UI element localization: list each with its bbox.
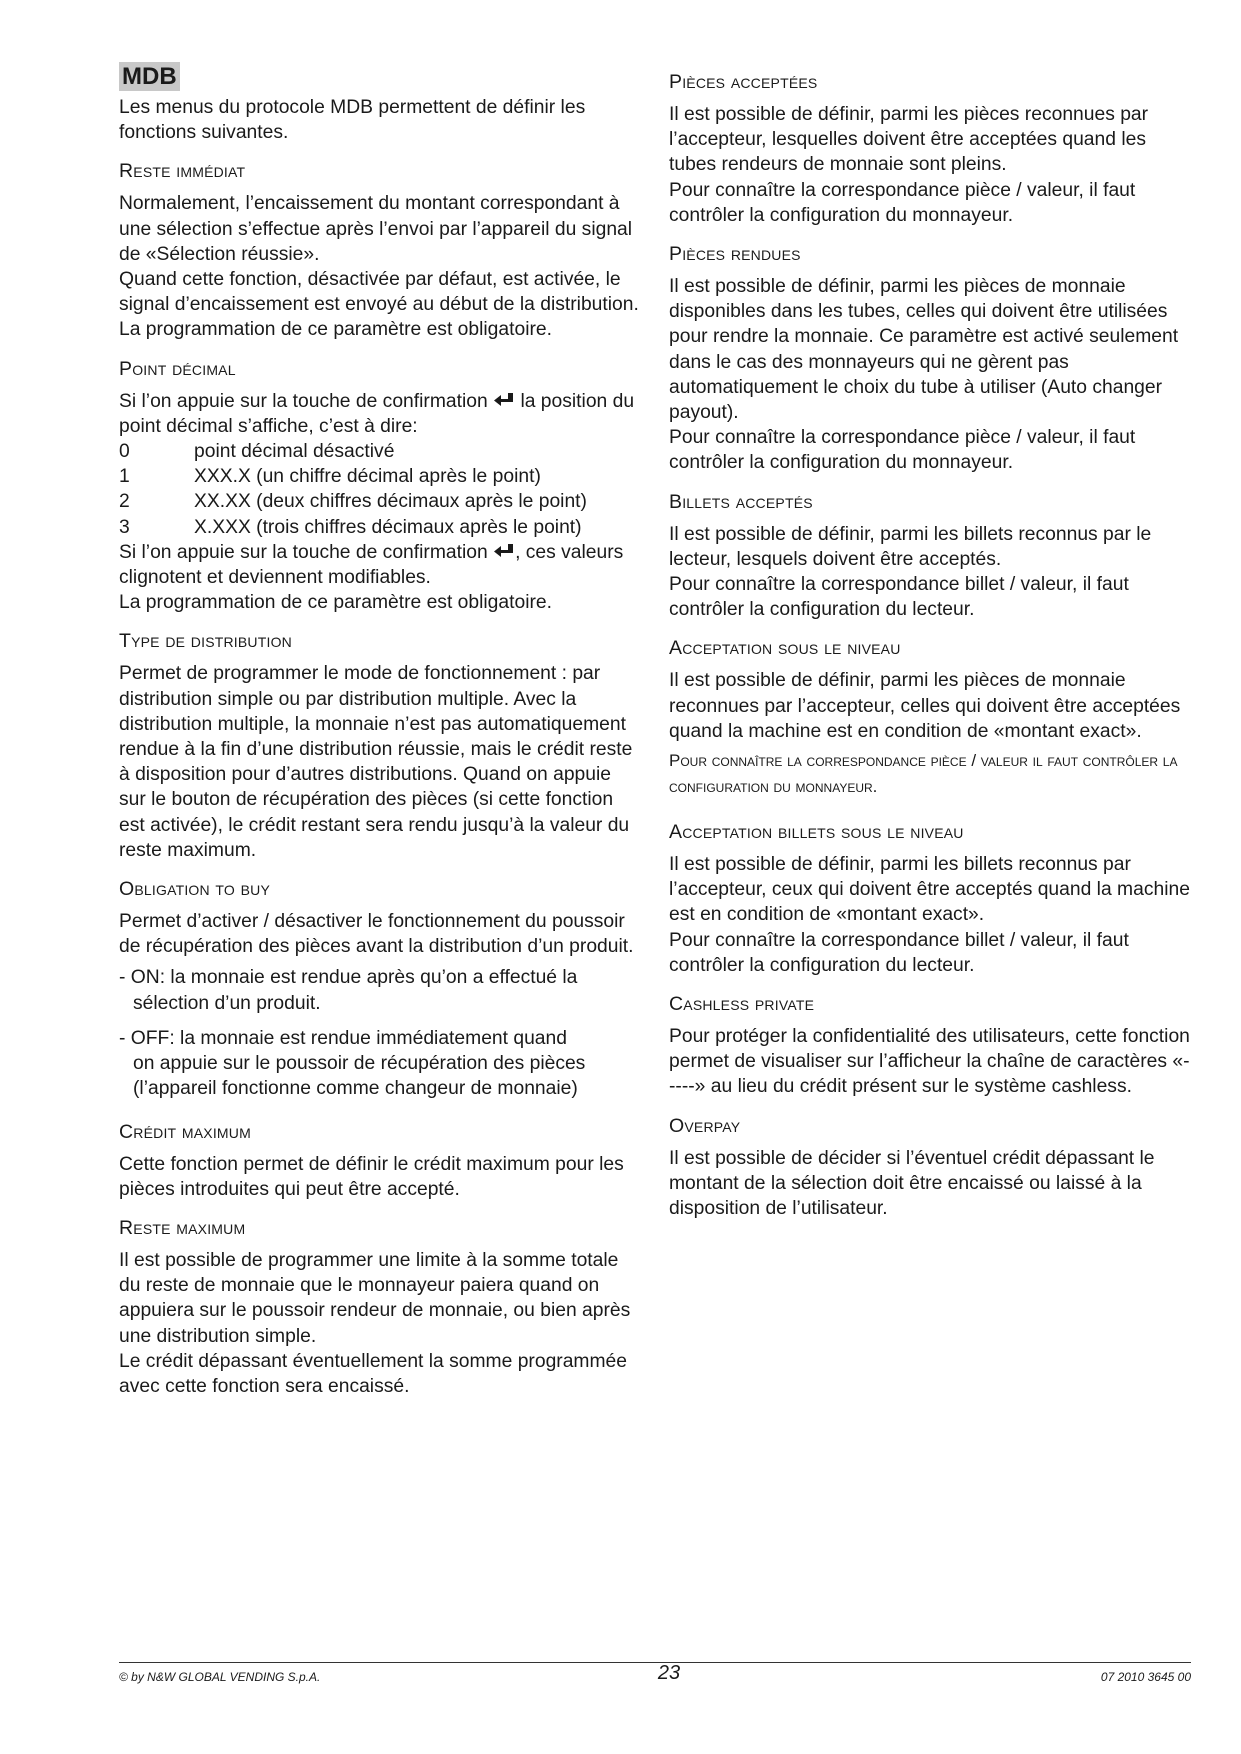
reste-immediat-text-2: Quand cette fonction, désactivée par défaut, est activée, le signal d’encaissement est envoyé au début de la distribution. La programmation de ce paramètre est obligatoire. [119,269,639,341]
obligation-text: Permet d’activer / désactiver le fonctionnement du poussoir de récupération des pièces avant la distribution d’un produit. [119,911,634,958]
list-item: 0 point décimal désactivé [119,441,395,463]
reste-maximum-text-2: Le crédit dépassant éventuellement la somme programmée avec cette fonction sera encaissé. [119,1350,628,1397]
heading-billets-acceptes: Billets acceptés [669,490,813,513]
reste-maximum-text-1: Il est possible de programmer une limite à la somme totale du reste de monnaie que le monnayeur paiera quand on appuiera sur le poussoir rendeur de monnaie, ou bien après une distribution simple. [119,1249,631,1347]
list-item: 1 XXX.X (un chiffre décimal après le point) [119,466,541,488]
pieces-acceptees-text-1: Il est possible de définir, parmi les pièces reconnues par l’accepteur, lesquelles doivent être acceptées quand les tubes rendeurs de monnaie sont pleins. [669,104,1149,176]
section-title-mdb: MDB [119,62,180,91]
type-distribution-text: Permet de programmer le mode de fonctionnement : par distribution simple ou par distribution multiple. Avec la distribution multiple, la monnaie n’est pas automatiquement rendue à la fin d’une distribution réussie, mais le crédit reste à disposition pour d’autres distributions. Quand on appuie sur le bouton de récupération des pièces (si cette fonction est activée), le crédit restant sera rendu jusqu’à la valeur du reste maximum. [119,663,633,861]
footer-copyright: © by N&W GLOBAL VENDING S.p.A. [119,1670,321,1684]
billets-acceptes-text-1: Il est possible de définir, parmi les billets reconnus par le lecteur, lesquels doivent être acceptés. [669,523,1152,570]
decimal-options-list [119,439,639,540]
list-item: 3 X.XXX (trois chiffres décimaux après le point) [119,516,582,538]
heading-acceptation-sous-niveau: Acceptation sous le niveau [669,637,901,660]
heading-reste-maximum: Reste maximum [119,1216,246,1239]
acceptation-billets-text-1: Il est possible de définir, parmi les billets reconnus par l’accepteur, ceux qui doivent être acceptés quand la machine est en condition de «montant exact». [669,854,1190,926]
heading-reste-immediat: Reste immédiat [119,160,246,183]
list-item: 2 XX.XX (deux chiffres décimaux après le point) [119,491,587,513]
pieces-acceptees-text-2: Pour connaître la correspondance pièce / valeur, il faut contrôler la configuration du monnayeur. [669,179,1136,226]
list-item-off: - OFF: la monnaie est rendue immédiatement quand on appuie sur le poussoir de récupération des pièces (l’appareil fonctionne comme changeur de monnaie) [119,1027,586,1100]
heading-acceptation-billets: Acceptation billets sous le niveau [669,821,964,844]
page-number: 23 [657,1662,681,1684]
credit-maximum-text: Cette fonction permet de définir le crédit maximum pour les pièces introduites qui peut être accepté. [119,1153,624,1200]
heading-obligation-to-buy: Obligation to buy [119,878,271,901]
right-column [669,62,1191,1221]
left-column [119,62,639,1399]
point-decimal-intro: Si l’on appuie sur la touche de confirmation la position du point décimal s’affiche, c’est à dire: [119,390,635,437]
list-item-on: - ON: la monnaie est rendue après qu’on a effectué la sélection d’un produit. [119,967,578,1014]
heading-overpay: Overpay [669,1114,741,1137]
cashless-private-text: Pour protéger la confidentialité des utilisateurs, cette fonction permet de visualiser sur l’afficheur la chaîne de caractères «-----» au lieu du crédit présent sur le système cashless. [669,1026,1190,1098]
heading-cashless-private: Cashless private [669,993,815,1016]
pieces-rendues-text-1: Il est possible de définir, parmi les pièces de monnaie disponibles dans les tubes, celles qui doivent être utilisées pour rendre la monnaie. Ce paramètre est activé seulement dans le cas des monnayeurs qui ne gèrent pas automatiquement le choix du tube à utiliser (Auto changer payout). [669,276,1179,424]
heading-pieces-rendues: Pièces rendues [669,243,801,266]
acceptation-niveau-text: Il est possible de définir, parmi les pièces de monnaie reconnues par l’accepteur, celles qui doivent être acceptées quand la machine est en condition de «montant exact». [669,670,1181,742]
overpay-text: Il est possible de décider si l’éventuel crédit dépassant le montant de la sélection doit être encaissé ou laissé à la disposition de l’utilisateur. [669,1147,1155,1220]
pieces-rendues-text-2: Pour connaître la correspondance pièce / valeur, il faut contrôler la configuration du monnayeur. [669,427,1136,474]
heading-type-distribution: Type de distribution [119,630,292,653]
billets-acceptes-text-2: Pour connaître la correspondance billet / valeur, il faut contrôler la configuration du lecteur. [669,574,1129,621]
heading-credit-maximum: Crédit maximum [119,1120,251,1143]
acceptation-billets-text-2: Pour connaître la correspondance billet / valeur, il faut contrôler la configuration du lecteur. [669,929,1129,976]
point-decimal-mandatory: La programmation de ce paramètre est obligatoire. [119,592,552,614]
intro-text: Les menus du protocole MDB permettent de définir les fonctions suivantes. [119,97,586,144]
heading-point-decimal: Point décimal [119,357,236,380]
acceptation-niveau-note: Pour connaître la correspondance pièce / valeur il faut contrôler la configuration du monnayeur. [669,751,1178,797]
enter-key-icon [493,392,515,410]
reste-immediat-text-1: Normalement, l’encaissement du montant correspondant à une sélection s’effectue après l’envoi par l’appareil du signal de «Sélection réussie». [119,193,633,265]
enter-key-icon [493,543,515,561]
footer-document-reference: 07 2010 3645 00 [1100,1670,1191,1684]
point-decimal-after: Si l’on appuie sur la touche de confirmation , ces valeurs clignotent et deviennent modifiables. [119,541,624,589]
heading-pieces-acceptees: Pièces acceptées [669,71,818,93]
page-footer [119,1662,1191,1684]
